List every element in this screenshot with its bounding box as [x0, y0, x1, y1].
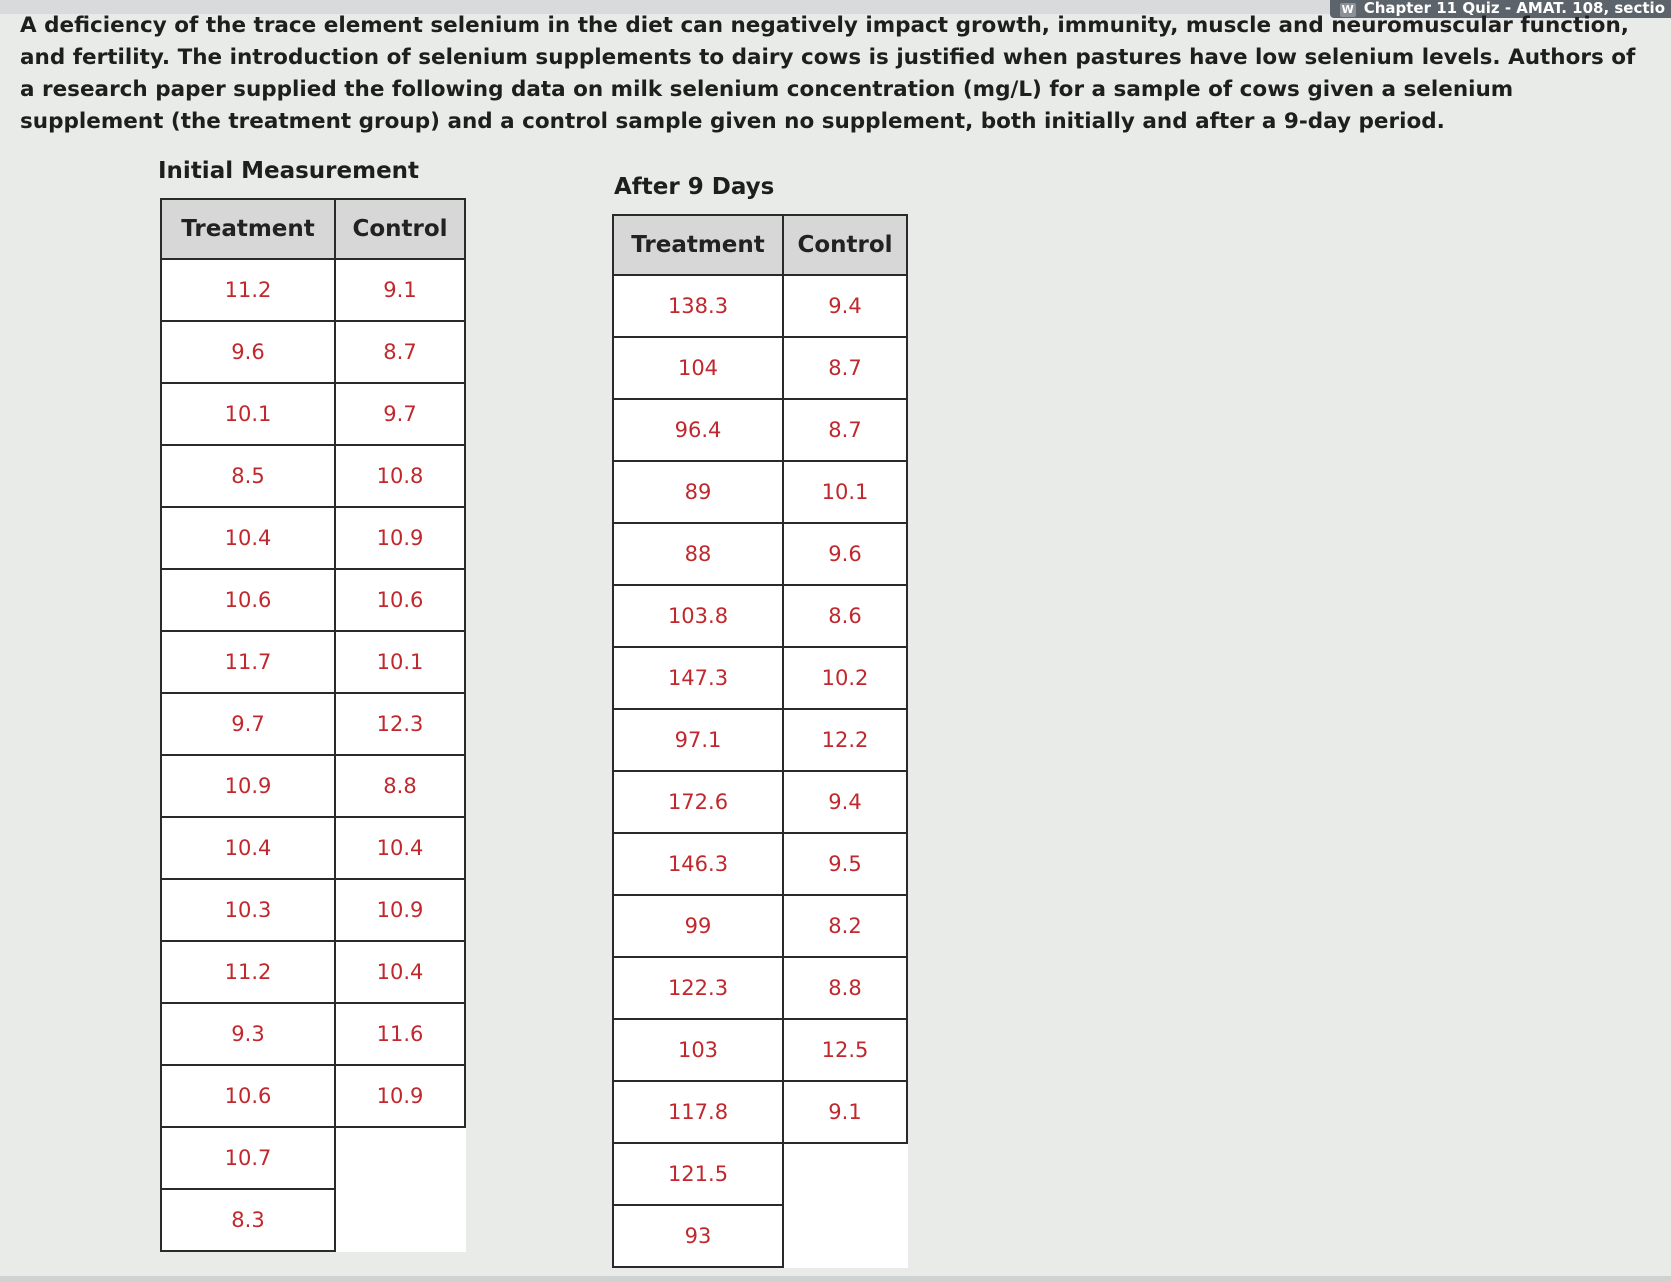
control-value-cell: 9.1: [335, 259, 465, 321]
table-row: [613, 461, 907, 523]
treatment-value-cell: 97.1: [613, 709, 783, 771]
treatment-value-cell: 9.6: [161, 321, 335, 383]
table-row: [613, 1143, 907, 1205]
initial-measurement-table: [160, 198, 466, 1252]
table-row: [161, 259, 465, 321]
table-header-row: [613, 215, 907, 275]
table-row: [161, 941, 465, 1003]
control-value-cell: 11.6: [335, 1003, 465, 1065]
control-value-cell: 10.9: [335, 507, 465, 569]
treatment-value-cell: 9.3: [161, 1003, 335, 1065]
control-value-cell: 8.7: [335, 321, 465, 383]
treatment-value-cell: 104: [613, 337, 783, 399]
control-value-cell: 12.5: [783, 1019, 907, 1081]
table-row: [161, 569, 465, 631]
control-header: Control: [335, 199, 465, 259]
table-row: [161, 879, 465, 941]
table-row: [161, 1127, 465, 1189]
table-row: [613, 957, 907, 1019]
table-row: [613, 585, 907, 647]
treatment-value-cell: 10.4: [161, 507, 335, 569]
treatment-value-cell: 9.7: [161, 693, 335, 755]
treatment-value-cell: 172.6: [613, 771, 783, 833]
table-row: [613, 771, 907, 833]
tab-title-text: Chapter 11 Quiz - AMAT. 108, sectio: [1363, 0, 1665, 17]
window-bottom-edge: [0, 1276, 1671, 1282]
treatment-value-cell: 11.2: [161, 941, 335, 1003]
treatment-value-cell: 103: [613, 1019, 783, 1081]
treatment-value-cell: 89: [613, 461, 783, 523]
empty-cell: [783, 1143, 907, 1205]
table-header-row: [161, 199, 465, 259]
control-value-cell: 8.2: [783, 895, 907, 957]
empty-cell: [335, 1189, 465, 1251]
control-value-cell: 10.2: [783, 647, 907, 709]
table-row: [613, 647, 907, 709]
table-row: [161, 817, 465, 879]
after-9-days-table: [612, 214, 908, 1268]
control-value-cell: 10.4: [335, 941, 465, 1003]
control-value-cell: 10.6: [335, 569, 465, 631]
treatment-value-cell: 8.3: [161, 1189, 335, 1251]
table-row: [613, 1205, 907, 1267]
control-value-cell: 8.6: [783, 585, 907, 647]
table-row: [161, 631, 465, 693]
treatment-value-cell: 121.5: [613, 1143, 783, 1205]
treatment-value-cell: 8.5: [161, 445, 335, 507]
table-row: [613, 399, 907, 461]
treatment-value-cell: 96.4: [613, 399, 783, 461]
control-value-cell: 8.7: [783, 337, 907, 399]
word-doc-icon: W: [1341, 3, 1354, 16]
control-value-cell: 12.3: [335, 693, 465, 755]
treatment-value-cell: 147.3: [613, 647, 783, 709]
treatment-value-cell: 11.2: [161, 259, 335, 321]
treatment-header: Treatment: [613, 215, 783, 275]
control-value-cell: 8.8: [335, 755, 465, 817]
treatment-value-cell: 103.8: [613, 585, 783, 647]
table-row: [161, 1003, 465, 1065]
empty-cell: [335, 1127, 465, 1189]
control-value-cell: 9.5: [783, 833, 907, 895]
control-value-cell: 10.1: [783, 461, 907, 523]
treatment-value-cell: 10.6: [161, 569, 335, 631]
treatment-value-cell: 10.7: [161, 1127, 335, 1189]
treatment-value-cell: 10.9: [161, 755, 335, 817]
control-value-cell: 10.9: [335, 1065, 465, 1127]
table-row: [613, 1019, 907, 1081]
control-value-cell: 9.4: [783, 771, 907, 833]
treatment-value-cell: 146.3: [613, 833, 783, 895]
table-row: [161, 445, 465, 507]
treatment-header: Treatment: [161, 199, 335, 259]
control-header: Control: [783, 215, 907, 275]
table-row: [613, 833, 907, 895]
table-row: [161, 383, 465, 445]
treatment-value-cell: 10.4: [161, 817, 335, 879]
after-9-days-caption: After 9 Days: [614, 174, 775, 200]
control-value-cell: 10.1: [335, 631, 465, 693]
table-row: [613, 1081, 907, 1143]
treatment-value-cell: 138.3: [613, 275, 783, 337]
control-value-cell: 10.9: [335, 879, 465, 941]
table-row: [161, 1189, 465, 1251]
table-row: [613, 895, 907, 957]
treatment-value-cell: 99: [613, 895, 783, 957]
control-value-cell: 10.8: [335, 445, 465, 507]
treatment-value-cell: 117.8: [613, 1081, 783, 1143]
empty-cell: [783, 1205, 907, 1267]
table-row: [161, 321, 465, 383]
treatment-value-cell: 88: [613, 523, 783, 585]
control-value-cell: 9.7: [335, 383, 465, 445]
control-value-cell: 9.1: [783, 1081, 907, 1143]
table-row: [613, 709, 907, 771]
treatment-value-cell: 122.3: [613, 957, 783, 1019]
table-row: [161, 693, 465, 755]
control-value-cell: 12.2: [783, 709, 907, 771]
control-value-cell: 8.8: [783, 957, 907, 1019]
table-row: [161, 755, 465, 817]
table-row: [161, 507, 465, 569]
treatment-value-cell: 10.6: [161, 1065, 335, 1127]
control-value-cell: 10.4: [335, 817, 465, 879]
control-value-cell: 9.4: [783, 275, 907, 337]
table-row: [161, 1065, 465, 1127]
initial-measurement-caption: Initial Measurement: [158, 158, 420, 184]
table-row: [613, 337, 907, 399]
table-row: [613, 523, 907, 585]
treatment-value-cell: 11.7: [161, 631, 335, 693]
control-value-cell: 9.6: [783, 523, 907, 585]
treatment-value-cell: 10.3: [161, 879, 335, 941]
treatment-value-cell: 10.1: [161, 383, 335, 445]
table-row: [613, 275, 907, 337]
question-text: A deficiency of the trace element selenium in the diet can negatively impact growth, immunity, muscle and neuromuscular function, and fertility. The introduction of selenium supplements to dairy cows is justified when pastures have low selenium levels. Authors of a research paper supplied the following data on milk selenium concentration (mg/L) for a sample of cows given a selenium supplement (the treatment group) and a control sample given no supplement, both initially and after a 9-day period.: [20, 13, 1636, 134]
control-value-cell: 8.7: [783, 399, 907, 461]
treatment-value-cell: 93: [613, 1205, 783, 1267]
